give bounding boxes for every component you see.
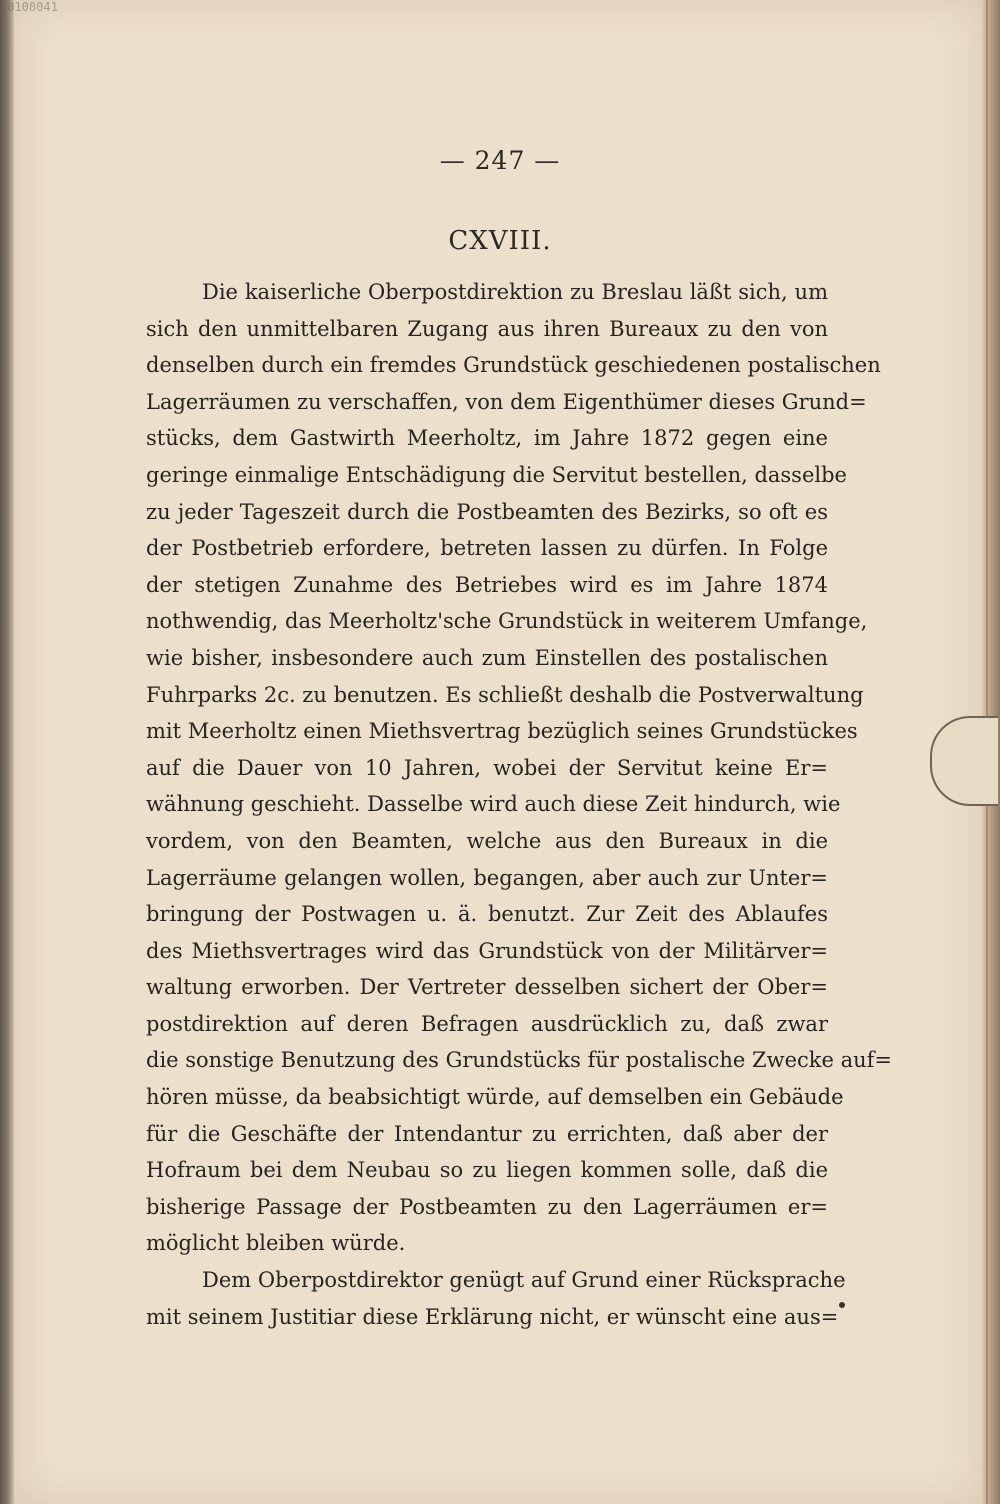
text-line: mit Meerholtz einen Miethsvertrag bezüglich seines Grundstückes [146,719,858,744]
text-line: hören müsse, da beabsichtigt würde, auf demselben ein Gebäude [146,1085,844,1110]
text-line: bringung der Postwagen u. ä. benutzt. Zur Zeit des Ablaufes [146,902,828,927]
ink-dot [839,1302,845,1308]
page-number-header: — 247 — [439,146,561,175]
body-text [146,274,893,1335]
text-line: Die kaiserliche Oberpostdirektion zu Breslau läßt sich, um [202,280,828,304]
text-line: denselben durch ein fremdes Grundstück geschiedenen postalischen [146,353,881,378]
text-line: bisherige Passage der Postbeamten zu den Lagerräumen er= [146,1194,828,1219]
archive-stamp: 00108041 [0,0,58,14]
text-line: mit seinem Justitiar diese Erklärung nicht, er wünscht eine aus= [146,1304,839,1329]
text-line: Lagerräume gelangen wollen, begangen, aber auch zur Unter= [146,865,828,890]
text-line: für die Geschäfte der Intendantur zu errichten, daß aber der [146,1121,828,1146]
text-line: waltung erworben. Der Vertreter desselben sichert der Ober= [146,975,828,1000]
text-line: Lagerräumen zu verschaffen, von dem Eigenthümer dieses Grund= [146,389,867,414]
text-line: geringe einmalige Entschädigung die Servitut bestellen, dasselbe [146,462,847,487]
text-line: des Miethsvertrages wird das Grundstück von der Militärver= [146,938,828,963]
text-line: auf die Dauer von 10 Jahren, wobei der Servitut keine Er= [146,755,828,780]
page-tab-marker [930,716,998,806]
text-line: stücks, dem Gastwirth Meerholtz, im Jahre 1872 gegen eine [146,426,828,451]
text-line: zu jeder Tageszeit durch die Postbeamten des Bezirks, so oft es [146,499,828,524]
text-line: der stetigen Zunahme des Betriebes wird es im Jahre 1874 [146,572,828,597]
text-line: postdirektion auf deren Befragen ausdrücklich zu, daß zwar [146,1011,828,1036]
text-line: sich den unmittelbaren Zugang aus ihren Bureaux zu den von [146,316,828,341]
text-line: Hofraum bei dem Neubau so zu liegen kommen solle, daß die [146,1158,828,1183]
text-line: wähnung geschieht. Dasselbe wird auch diese Zeit hindurch, wie [146,792,841,817]
chapter-heading: CXVIII. [448,226,552,256]
text-line: Fuhrparks 2c. zu benutzen. Es schließt deshalb die Postverwaltung [146,682,864,707]
text-line: Dem Oberpostdirektor genügt auf Grund einer Rücksprache [202,1268,846,1293]
text-line: wie bisher, insbesondere auch zum Einstellen des postalischen [146,645,828,670]
text-line: nothwendig, das Meerholtz'sche Grundstück in weiterem Umfange, [146,609,868,634]
text-line: die sonstige Benutzung des Grundstücks für postalische Zwecke auf= [146,1048,893,1073]
text-line: möglicht bleiben würde. [146,1231,406,1256]
text-line: vordem, von den Beamten, welche aus den Bureaux in die [146,828,828,853]
text-line: der Postbetrieb erfordere, betreten lassen zu dürfen. In Folge [146,536,828,561]
